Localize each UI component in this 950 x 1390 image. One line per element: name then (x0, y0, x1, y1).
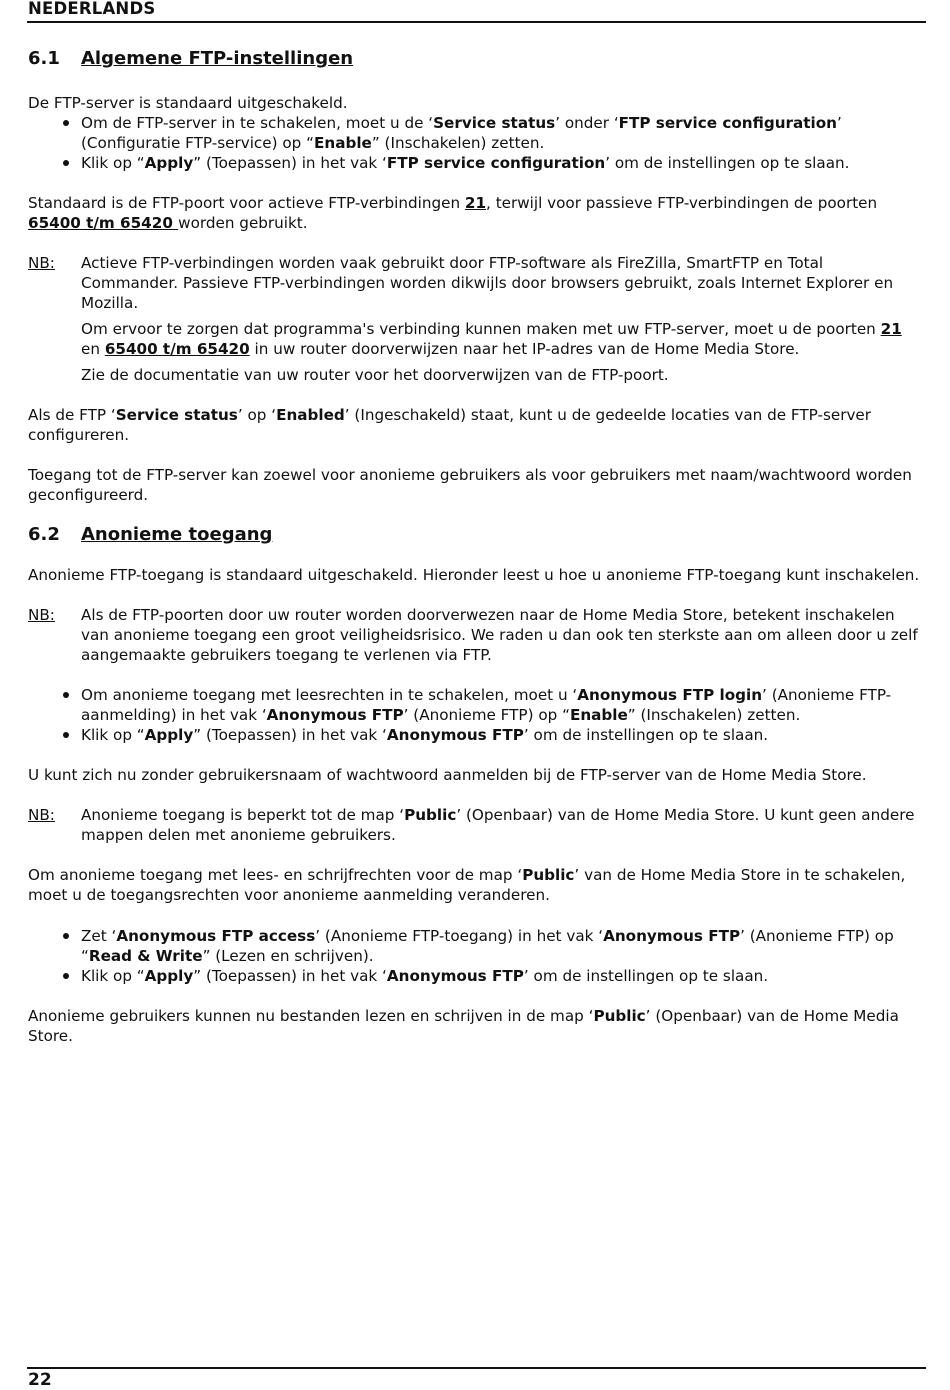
note-text: Zie de documentatie van uw router voor het doorverwijzen van de FTP-poort. (81, 366, 669, 384)
bullet-icon (63, 160, 69, 166)
bullet-icon (63, 973, 69, 979)
page-number: 22 (28, 1370, 52, 1390)
list-item: Om anonieme toegang met leesrechten in te schakelen, moet u ‘Anonymous FTP login’ (Anonieme FTP-aanmelding) in het vak ‘Anonymous FTP’ (Anonieme FTP) op “Enable” (Inschakelen) zetten. (28, 685, 925, 725)
bullet-icon (63, 732, 69, 738)
s61-note (28, 253, 925, 385)
note-label: NB: (28, 806, 55, 824)
section-number: 6.1 (28, 48, 60, 69)
s62-final-paragraph: Anonieme gebruikers kunnen nu bestanden lezen en schrijven in de map ‘Public’ (Openbaar) van de Home Media Store. (28, 1007, 899, 1045)
section-6-2-heading (28, 522, 925, 548)
s62-write-paragraph: Om anonieme toegang met lees- en schrijfrechten voor de map ‘Public’ van de Home Media Store in te schakelen, moet u de toegangsrechten voor anonieme aanmelding veranderen. (28, 866, 906, 904)
bullet-icon (63, 692, 69, 698)
section-6-1-heading (28, 46, 925, 72)
s62-note-security (28, 605, 925, 665)
footer-rule (27, 1367, 926, 1369)
list-item: Klik op “Apply” (Toepassen) in het vak ‘Anonymous FTP’ om de instellingen op te slaan. (28, 725, 925, 745)
section-title: Algemene FTP-instellingen (81, 48, 354, 69)
s61-status-paragraph: Als de FTP ‘Service status’ op ‘Enabled’ (Ingeschakeld) staat, kunt u de gedeelde locaties van de FTP-server configureren. (28, 406, 872, 444)
list-item: Klik op “Apply” (Toepassen) in het vak ‘FTP service configuration’ om de instellingen op te slaan. (28, 153, 925, 173)
header-language: NEDERLANDS (28, 0, 156, 18)
s61-ports-paragraph: Standaard is de FTP-poort voor actieve FTP-verbindingen 21, terwijl voor passieve FTP-verbindingen de poorten 65400 t/m 65420 worden gebruikt. (28, 194, 878, 232)
bullet-icon (63, 120, 69, 126)
note-text: Om ervoor te zorgen dat programma's verbinding kunnen maken met uw FTP-server, moet u de poorten 21 en 65400 t/m 65420 in uw router doorverwijzen naar het IP-adres van de Home Media Store. (81, 320, 902, 358)
s61-intro: De FTP-server is standaard uitgeschakeld. (28, 94, 348, 112)
note-text: Actieve FTP-verbindingen worden vaak gebruikt door FTP-software als FireZilla, SmartFTP en Total Commander. Passieve FTP-verbindingen worden dikwijls door browsers gebruikt, zoals Internet Explorer en Mozilla. (81, 254, 894, 312)
s61-bullet-list (28, 113, 925, 173)
list-item: Zet ‘Anonymous FTP access’ (Anonieme FTP-toegang) in het vak ‘Anonymous FTP’ (Anonieme FTP) op “Read & Write” (Lezen en schrijven). (28, 926, 925, 966)
note-label: NB: (28, 254, 55, 272)
s62-bullet-list-write (28, 926, 925, 986)
bullet-icon (63, 933, 69, 939)
list-item: Om de FTP-server in te schakelen, moet u de ‘Service status’ onder ‘FTP service configuration’ (Configuratie FTP-service) op “Enable” (Inschakelen) zetten. (28, 113, 925, 153)
page-content (28, 46, 925, 1046)
list-item: Klik op “Apply” (Toepassen) in het vak ‘Anonymous FTP’ om de instellingen op te slaan. (28, 966, 925, 986)
note-text: Anonieme toegang is beperkt tot de map ‘Public’ (Openbaar) van de Home Media Store. U kunt geen andere mappen delen met anonieme gebruikers. (81, 806, 915, 844)
s62-bullet-list (28, 685, 925, 745)
s62-note-public (28, 805, 925, 845)
section-number: 6.2 (28, 524, 60, 545)
note-text: Als de FTP-poorten door uw router worden doorverwezen naar de Home Media Store, betekent inschakelen van anonieme toegang een groot veiligheidsrisico. We raden u dan ook ten sterkste aan om alleen door u zelf aangemaakte gebruikers toegang te verlenen via FTP. (81, 606, 918, 664)
section-title: Anonieme toegang (81, 524, 273, 545)
header-rule (27, 21, 926, 23)
note-label: NB: (28, 606, 55, 624)
s62-intro: Anonieme FTP-toegang is standaard uitgeschakeld. Hieronder leest u hoe u anonieme FTP-toegang kunt inschakelen. (28, 566, 920, 584)
s62-login-paragraph: U kunt zich nu zonder gebruikersnaam of wachtwoord aanmelden bij de FTP-server van de Home Media Store. (28, 766, 867, 784)
s61-access-paragraph: Toegang tot de FTP-server kan zoewel voor anonieme gebruikers als voor gebruikers met naam/wachtwoord worden geconfigureerd. (28, 466, 912, 504)
